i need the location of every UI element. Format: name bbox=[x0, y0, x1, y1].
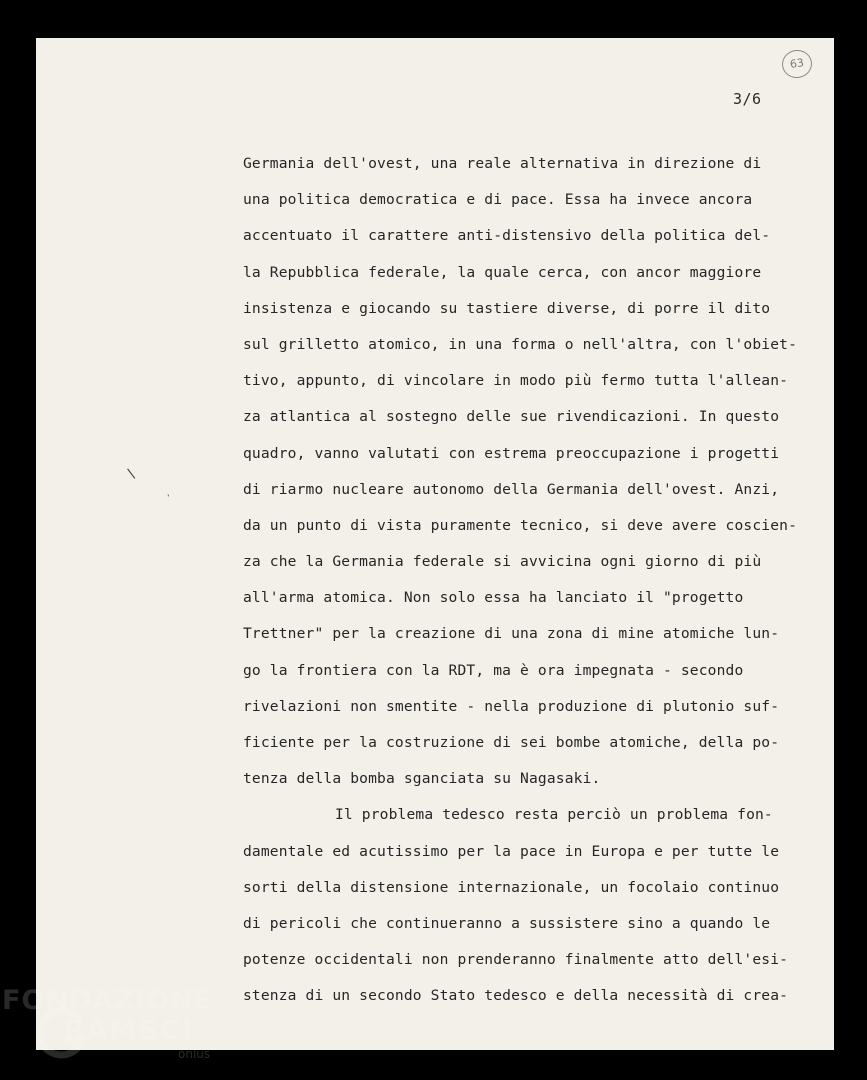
document-page bbox=[36, 38, 834, 1050]
text-line: go la frontiera con la RDT, ma è ora impegnata - secondo bbox=[243, 661, 744, 679]
archive-stamp: 63 bbox=[780, 48, 814, 80]
pencil-mark: \ bbox=[126, 465, 137, 483]
text-line: Trettner" per la creazione di una zona di mine atomiche lun- bbox=[243, 625, 780, 643]
text-line: da un punto di vista puramente tecnico, si deve avere coscien- bbox=[243, 516, 798, 534]
text-line: tivo, appunto, di vincolare in modo più fermo tutta l'allean- bbox=[243, 372, 789, 390]
text-line: la Repubblica federale, la quale cerca, con ancor maggiore bbox=[243, 263, 762, 281]
page-number: 3/6 bbox=[733, 90, 762, 108]
text-line: di riarmo nucleare autonomo della Germania dell'ovest. Anzi, bbox=[243, 480, 780, 498]
text-line: ficiente per la costruzione di sei bombe atomiche, della po- bbox=[243, 734, 780, 751]
fondazione-gramsci-watermark bbox=[2, 985, 217, 1065]
text-line: damentale ed acutissimo per la pace in Europa e per tutte le bbox=[243, 842, 780, 860]
text-line: potenze occidentali non prenderanno finalmente atto dell'esi- bbox=[243, 951, 789, 969]
text-line: una politica democratica e di pace. Essa ha invece ancora bbox=[243, 191, 753, 209]
text-line: insistenza e giocando su tastiere diverse, di porre il dito bbox=[243, 299, 771, 317]
text-line: di pericoli che continueranno a sussistere sino a quando le bbox=[243, 914, 771, 932]
typed-text-body bbox=[243, 146, 823, 1015]
watermark-line-1: FONDAZIONE bbox=[2, 985, 213, 1016]
text-line: accentuato il carattere anti-distensivo della politica del- bbox=[243, 227, 771, 245]
text-line: all'arma atomica. Non solo essa ha lanciato il "progetto bbox=[243, 589, 744, 607]
text-line: tenza della bomba sganciata su Nagasaki. bbox=[243, 770, 601, 788]
pencil-mark: ' bbox=[166, 492, 172, 503]
text-line: quadro, vanno valutati con estrema preoccupazione i progetti bbox=[243, 444, 780, 462]
text-line: Il problema tedesco resta perciò un problema fon- bbox=[335, 806, 773, 824]
text-line: stenza di un secondo Stato tedesco e della necessità di crea- bbox=[243, 987, 789, 1005]
text-line: sul grilletto atomico, in una forma o nell'altra, con l'obiet- bbox=[243, 335, 798, 353]
watermark-line-2: RAMSCI bbox=[64, 1015, 194, 1046]
text-line: Germania dell'ovest, una reale alternativa in direzione di bbox=[243, 155, 762, 172]
text-line: za che la Germania federale si avvicina ogni giorno di più bbox=[243, 553, 762, 571]
text-line: rivelazioni non smentite - nella produzione di plutonio suf- bbox=[243, 697, 780, 715]
watermark-line-3: onlus bbox=[178, 1047, 211, 1061]
text-line: sorti della distensione internazionale, un focolaio continuo bbox=[243, 878, 780, 896]
text-line: za atlantica al sostegno delle sue rivendicazioni. In questo bbox=[243, 408, 780, 426]
